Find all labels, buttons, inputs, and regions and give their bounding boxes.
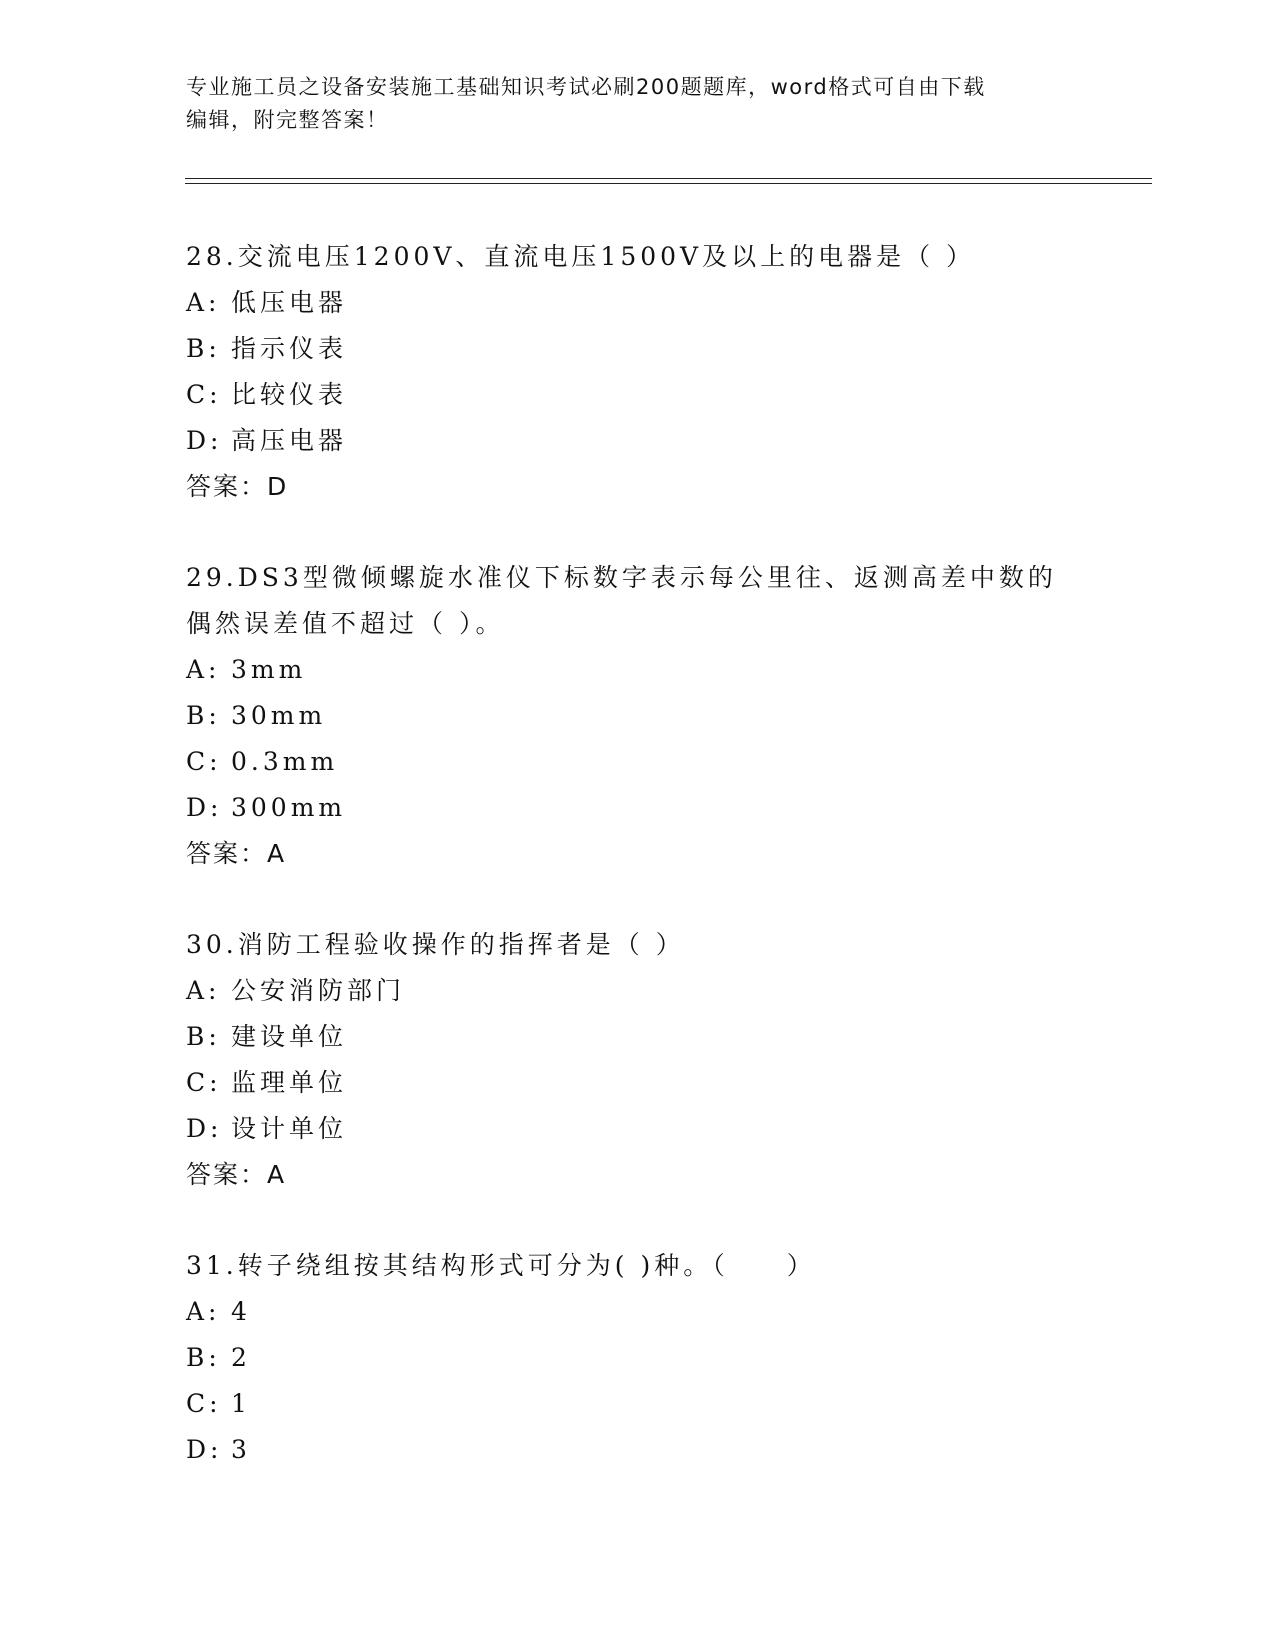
- option-letter: D:: [186, 1435, 223, 1464]
- header-divider-top: [185, 178, 1152, 179]
- question-stem: 28.交流电压1200V、直流电压1500V及以上的电器是（ ）: [186, 242, 976, 271]
- option-text: 设计单位: [231, 1114, 348, 1143]
- question-stem: 29.DS3型微倾螺旋水准仪下标数字表示每公里往、返测高差中数的偶然误差值不超过（ ）。: [186, 563, 1057, 638]
- option-letter: D:: [186, 1114, 223, 1143]
- question-29: [186, 555, 1066, 877]
- option-c: [186, 372, 1066, 418]
- question-28: [186, 234, 1066, 510]
- option-b: [186, 693, 1066, 739]
- option-text: 比较仪表: [231, 380, 348, 409]
- option-text: 高压电器: [231, 426, 348, 455]
- option-c: [186, 1060, 1066, 1106]
- option-c: [186, 1381, 1066, 1427]
- option-letter: D:: [186, 426, 223, 455]
- option-letter: A:: [186, 655, 221, 684]
- option-text: 2: [231, 1343, 251, 1372]
- header-title-line-2: 编辑，附完整答案！: [186, 108, 389, 132]
- option-b: [186, 1335, 1066, 1381]
- option-text: 1: [231, 1389, 251, 1418]
- option-letter: C:: [186, 747, 222, 776]
- option-letter: B:: [186, 1022, 221, 1051]
- option-text: 指示仪表: [231, 334, 348, 363]
- option-letter: C:: [186, 380, 222, 409]
- option-text: 30mm: [231, 701, 327, 730]
- document-header: [186, 71, 1066, 137]
- option-text: 300mm: [231, 793, 347, 822]
- option-text: 3: [231, 1435, 251, 1464]
- option-text: 公安消防部门: [231, 976, 406, 1005]
- option-d: [186, 785, 1066, 831]
- option-a: [186, 647, 1066, 693]
- option-letter: B:: [186, 334, 221, 363]
- answer-line: 答案：A: [186, 1160, 287, 1189]
- option-letter: C:: [186, 1389, 222, 1418]
- question-31: [186, 1243, 1066, 1473]
- answer-line: 答案：A: [186, 839, 287, 868]
- header-divider-bottom: [185, 183, 1152, 184]
- option-d: [186, 418, 1066, 464]
- option-text: 监理单位: [231, 1068, 348, 1097]
- option-b: [186, 326, 1066, 372]
- option-d: [186, 1427, 1066, 1473]
- option-letter: A:: [186, 288, 221, 317]
- option-a: [186, 968, 1066, 1014]
- question-stem: 30.消防工程验收操作的指挥者是（ ）: [186, 930, 685, 959]
- question-30: [186, 922, 1066, 1198]
- option-d: [186, 1106, 1066, 1152]
- option-letter: B:: [186, 701, 221, 730]
- option-letter: B:: [186, 1343, 221, 1372]
- answer-line: 答案：D: [186, 472, 289, 501]
- option-a: [186, 280, 1066, 326]
- option-letter: D:: [186, 793, 223, 822]
- question-list: [186, 234, 1066, 1518]
- option-letter: A:: [186, 976, 221, 1005]
- option-a: [186, 1289, 1066, 1335]
- option-letter: A:: [186, 1297, 221, 1326]
- header-title-line-1: 专业施工员之设备安装施工基础知识考试必刷200题题库，word格式可自由下载: [186, 75, 986, 99]
- option-text: 建设单位: [231, 1022, 348, 1051]
- option-c: [186, 739, 1066, 785]
- option-letter: C:: [186, 1068, 222, 1097]
- option-text: 3mm: [231, 655, 307, 684]
- question-stem: 31.转子绕组按其结构形式可分为( )种。（ ）: [186, 1251, 816, 1280]
- option-text: 4: [231, 1297, 251, 1326]
- option-text: 低压电器: [231, 288, 348, 317]
- option-b: [186, 1014, 1066, 1060]
- option-text: 0.3mm: [231, 747, 339, 776]
